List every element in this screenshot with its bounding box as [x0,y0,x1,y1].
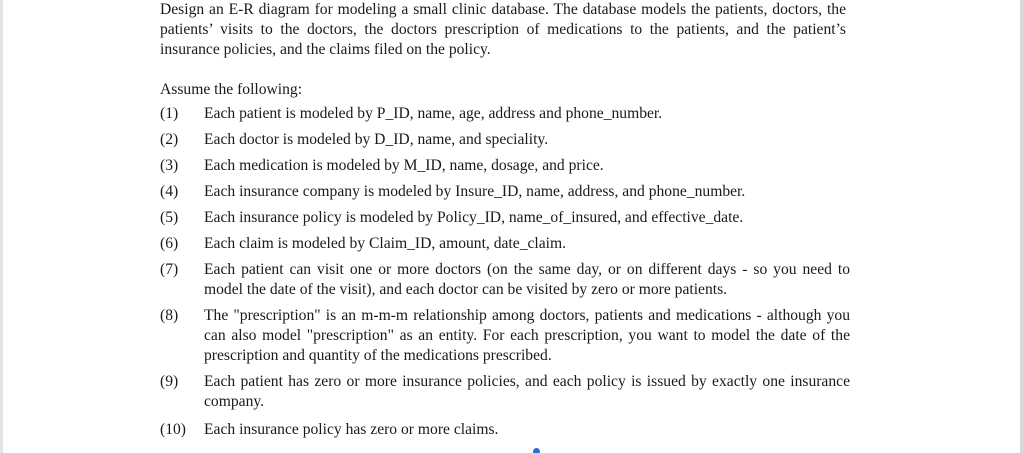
list-item-text: The "prescription" is an m-m-m relationship among doctors, patients and medications - although you can also model "prescription" as an entity. For each prescription, you want to model the date of the prescription and quantity of the medications prescribed. [204,307,850,364]
list-item-number: (5) [160,209,179,226]
list-item-text: Each medication is modeled by M_ID, name, dosage, and price. [204,157,604,174]
list-item-number: (10) [160,421,186,438]
left-page-edge [0,0,3,453]
list-item [160,306,850,366]
list-item-text: Each insurance policy is modeled by Policy_ID, name_of_insured, and effective_date. [204,209,744,226]
list-item [160,208,850,228]
list-item-number: (3) [160,157,179,174]
list-item-number: (9) [160,373,179,390]
list-item-text: Each patient has zero or more insurance policies, and each policy is issued by exactly one insurance company. [204,373,850,410]
list-item-text: Each insurance policy has zero or more claims. [204,421,499,438]
list-item [160,234,850,254]
list-item [160,104,850,124]
list-item [160,372,850,412]
list-item-number: (7) [160,261,179,278]
list-item-text: Each doctor is modeled by D_ID, name, and speciality. [204,131,549,148]
document-page [160,0,850,438]
list-item-text: Each insurance company is modeled by Insure_ID, name, address, and phone_number. [204,183,746,200]
assume-heading: Assume the following: [160,81,303,98]
list-item-number: (1) [160,105,179,122]
list-item-text: Each patient is modeled by P_ID, name, age, address and phone_number. [204,105,663,122]
right-scroll-edge [1020,0,1024,453]
list-item-text: Each patient can visit one or more doctors (on the same day, or on different days - so you need to model the date of the visit), and each doctor can be visited by zero or more patients. [204,261,850,298]
list-item-text: Each claim is modeled by Claim_ID, amount, date_claim. [204,235,567,252]
scroll-position-dot [533,448,540,453]
list-item [160,260,850,300]
list-item-number: (6) [160,235,179,252]
list-item-number: (4) [160,183,179,200]
list-item [160,130,850,150]
list-item [160,420,850,440]
intro-paragraph: Design an E-R diagram for modeling a small clinic database. The database models the patients, doctors, the patients’ visits to the doctors, the doctors prescription of medications to the patients, and the patient’s insurance policies, and the claims filed on the policy. [160,1,846,58]
list-item-number: (2) [160,131,179,148]
list-item [160,182,850,202]
list-item [160,156,850,176]
list-item-number: (8) [160,307,179,324]
